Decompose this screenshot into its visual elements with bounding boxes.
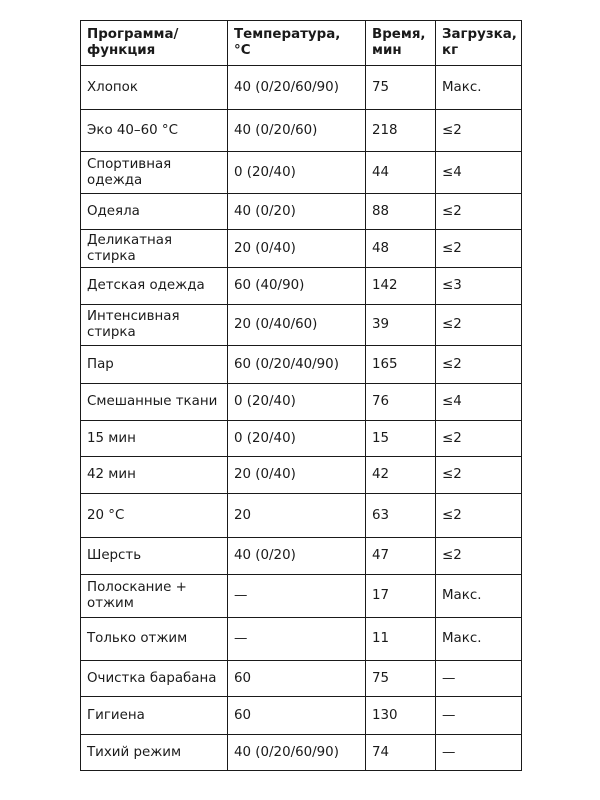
header-row — [81, 21, 522, 66]
header-time: Время, мин — [366, 21, 436, 66]
cell-time: 11 — [366, 618, 436, 661]
cell-time: 47 — [366, 538, 436, 575]
cell-program: Интенсивная стирка — [81, 305, 228, 346]
cell-temperature: 40 (0/20) — [228, 538, 366, 575]
cell-time: 130 — [366, 697, 436, 735]
cell-time: 39 — [366, 305, 436, 346]
cell-time: 17 — [366, 575, 436, 618]
table-row — [81, 346, 522, 384]
cell-load: ≤2 — [436, 346, 522, 384]
cell-program: Пар — [81, 346, 228, 384]
table-row — [81, 384, 522, 421]
cell-load: Макс. — [436, 618, 522, 661]
cell-time: 15 — [366, 421, 436, 457]
header-load: Загрузка, кг — [436, 21, 522, 66]
cell-temperature: 60 (40/90) — [228, 268, 366, 305]
table-row — [81, 457, 522, 494]
cell-temperature: 20 — [228, 494, 366, 538]
cell-program: Спортивная одежда — [81, 152, 228, 194]
cell-temperature: 40 (0/20/60/90) — [228, 66, 366, 110]
cell-time: 165 — [366, 346, 436, 384]
header-temperature: Температура, °C — [228, 21, 366, 66]
cell-load: ≤2 — [436, 230, 522, 268]
table-row — [81, 661, 522, 697]
cell-load: ≤4 — [436, 384, 522, 421]
table-row — [81, 538, 522, 575]
cell-temperature: 60 (0/20/40/90) — [228, 346, 366, 384]
cell-program: Эко 40–60 °C — [81, 110, 228, 152]
table-row — [81, 305, 522, 346]
header-program: Программа/ функция — [81, 21, 228, 66]
cell-load: ≤2 — [436, 421, 522, 457]
table-row — [81, 494, 522, 538]
cell-time: 142 — [366, 268, 436, 305]
cell-temperature: — — [228, 575, 366, 618]
table-row — [81, 421, 522, 457]
cell-temperature: 0 (20/40) — [228, 152, 366, 194]
cell-program: Полоскание + отжим — [81, 575, 228, 618]
cell-load: — — [436, 697, 522, 735]
cell-temperature: 0 (20/40) — [228, 421, 366, 457]
cell-time: 63 — [366, 494, 436, 538]
cell-program: Одеяла — [81, 194, 228, 230]
cell-temperature: 60 — [228, 661, 366, 697]
table-row — [81, 735, 522, 771]
cell-load: ≤2 — [436, 494, 522, 538]
cell-time: 75 — [366, 66, 436, 110]
cell-time: 218 — [366, 110, 436, 152]
table-row — [81, 575, 522, 618]
table-row — [81, 618, 522, 661]
cell-load: ≤2 — [436, 457, 522, 494]
cell-program: Только отжим — [81, 618, 228, 661]
cell-time: 44 — [366, 152, 436, 194]
cell-load: ≤2 — [436, 305, 522, 346]
table-row — [81, 230, 522, 268]
cell-program: Шерсть — [81, 538, 228, 575]
cell-temperature: 40 (0/20/60) — [228, 110, 366, 152]
cell-temperature: 0 (20/40) — [228, 384, 366, 421]
cell-time: 74 — [366, 735, 436, 771]
cell-program: Очистка барабана — [81, 661, 228, 697]
table-row — [81, 268, 522, 305]
cell-program: 15 мин — [81, 421, 228, 457]
cell-temperature: 20 (0/40/60) — [228, 305, 366, 346]
cell-load: ≤4 — [436, 152, 522, 194]
cell-temperature: — — [228, 618, 366, 661]
cell-load: Макс. — [436, 575, 522, 618]
table-row — [81, 66, 522, 110]
cell-program: 20 °C — [81, 494, 228, 538]
cell-temperature: 60 — [228, 697, 366, 735]
cell-load: Макс. — [436, 66, 522, 110]
cell-temperature: 40 (0/20) — [228, 194, 366, 230]
cell-program: Гигиена — [81, 697, 228, 735]
cell-temperature: 40 (0/20/60/90) — [228, 735, 366, 771]
cell-program: 42 мин — [81, 457, 228, 494]
table-row — [81, 194, 522, 230]
cell-program: Тихий режим — [81, 735, 228, 771]
cell-load: ≤3 — [436, 268, 522, 305]
table-row — [81, 152, 522, 194]
cell-load: ≤2 — [436, 538, 522, 575]
cell-load: ≤2 — [436, 194, 522, 230]
cell-time: 42 — [366, 457, 436, 494]
cell-time: 88 — [366, 194, 436, 230]
cell-load: — — [436, 661, 522, 697]
cell-load: — — [436, 735, 522, 771]
programs-table — [80, 20, 522, 771]
cell-time: 48 — [366, 230, 436, 268]
cell-temperature: 20 (0/40) — [228, 457, 366, 494]
cell-time: 75 — [366, 661, 436, 697]
table-row — [81, 697, 522, 735]
cell-load: ≤2 — [436, 110, 522, 152]
cell-time: 76 — [366, 384, 436, 421]
cell-temperature: 20 (0/40) — [228, 230, 366, 268]
cell-program: Деликатная стирка — [81, 230, 228, 268]
cell-program: Хлопок — [81, 66, 228, 110]
table-row — [81, 110, 522, 152]
cell-program: Детская одежда — [81, 268, 228, 305]
cell-program: Смешанные ткани — [81, 384, 228, 421]
